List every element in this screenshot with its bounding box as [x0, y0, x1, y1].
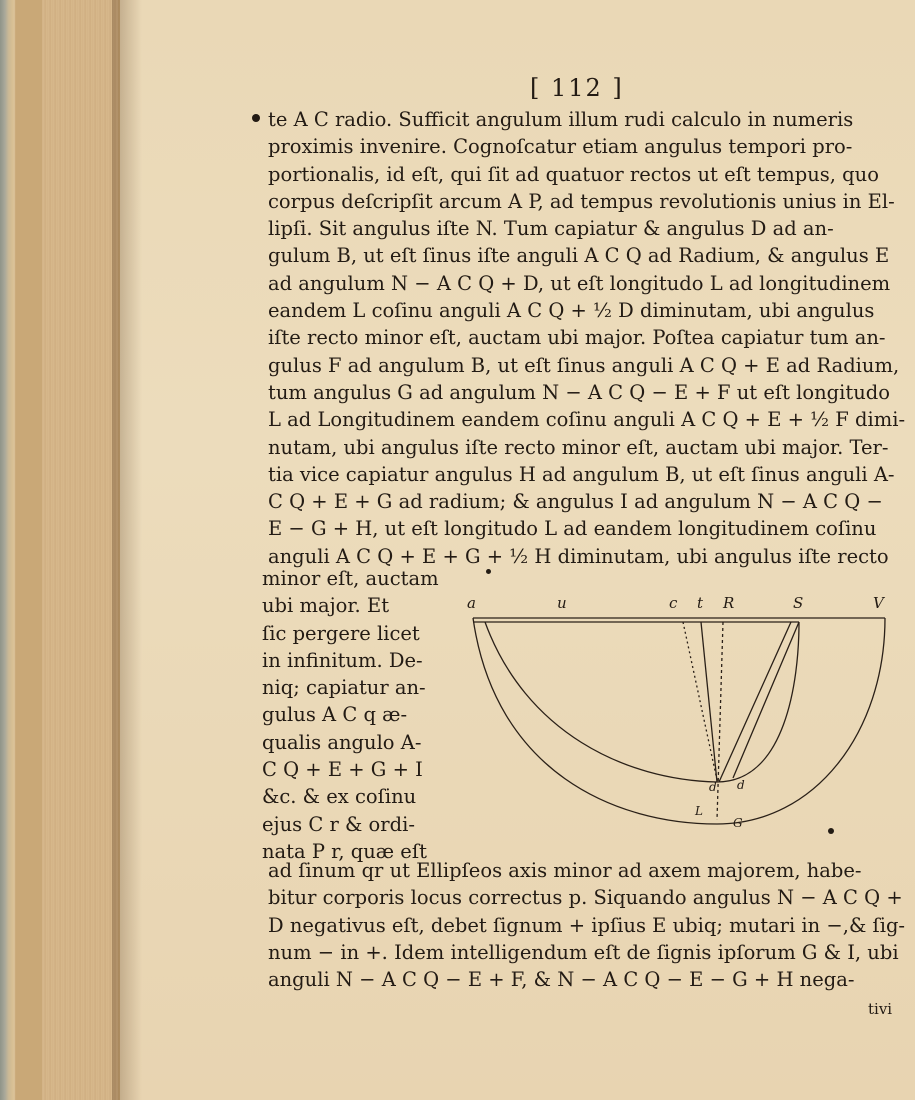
text-line: &c. & ex coſinu [262, 785, 417, 809]
figure-label: R [723, 594, 735, 612]
text-line: lipſi. Sit angulus iſte N. Tum capiatur & angulus D ad an- [268, 217, 834, 241]
text-line: in infinitum. De- [262, 648, 423, 672]
text-line: niq; capiatur an- [262, 676, 426, 700]
gutter-shadow [112, 0, 142, 1100]
text-line: corpus deſcripſit arcum A P, ad tempus revolutionis unius in El- [268, 189, 895, 213]
page-number: [ 112 ] [530, 74, 624, 102]
ordinate-line [717, 622, 723, 820]
margin-bullet-mark [252, 114, 260, 122]
figure-label: L [695, 804, 703, 818]
text-line: proximis invenire. Cognoſcatur etiam angulus tempori pro- [268, 135, 853, 159]
text-line: minor eſt, auctam [262, 567, 439, 590]
ink-dot [486, 569, 491, 574]
focal-line-2 [719, 622, 791, 782]
text-line: eandem L coſinu anguli A C Q + ½ D diminutam, ubi angulus [268, 299, 875, 323]
text-line: gulus F ad angulum B, ut eſt ſinus anguli A C Q + E ad Radium, [268, 353, 900, 377]
figure-label: u [557, 594, 567, 612]
outer-ellipse-curve [473, 618, 885, 824]
figure-label: S [793, 594, 804, 612]
text-line: L ad Longitudinem eandem coſinu anguli A C Q + E + ½ F dimi- [268, 408, 906, 432]
figure-label: c [669, 594, 678, 612]
text-line: portionalis, id eſt, qui ſit ad quatuor rectos ut eſt tempus, quo [268, 162, 879, 186]
text-line: nata P r, quæ eſt [262, 839, 427, 863]
text-line: num − in +. Idem intelligendum eſt de ſignis ipſorum G & I, ubi [268, 940, 899, 964]
text-line: ubi major. Et [262, 594, 390, 618]
figure-label: V [873, 594, 884, 612]
radius-line-2 [701, 622, 717, 782]
text-line: gulus A C q æ- [262, 703, 408, 727]
text-line: ad ſinum qr ut Ellipſeos axis minor ad axem majorem, habe- [268, 859, 862, 882]
text-line: gulum B, ut eſt ſinus iſte anguli A C Q ad Radium, & angulus E [268, 244, 890, 268]
radius-line [683, 622, 717, 780]
figure-label: G [733, 816, 743, 830]
figure-label: t [697, 594, 704, 612]
text-line: ad angulum N − A C Q + D, ut eſt longitudo L ad longitudinem [268, 271, 891, 295]
text-line: ejus C r & ordi- [262, 812, 415, 836]
text-line: anguli N − A C Q − E + F, & N − A C Q − E − G + H nega- [268, 968, 855, 992]
ellipse-diagram-svg [455, 592, 905, 842]
figure-label: d [737, 778, 745, 792]
inner-ellipse-curve [485, 622, 799, 782]
focal-line [733, 622, 799, 778]
text-line: bitur corporis locus correctus p. Siquando angulus N − A C Q + [268, 886, 903, 910]
catchword: tivi [868, 1000, 893, 1018]
text-line: C Q + E + G + I [262, 758, 423, 782]
text-line: iſte recto minor eſt, auctam ubi major. Poſtea capiatur tum an- [268, 326, 886, 350]
page-edges [42, 0, 118, 1100]
ink-dot [828, 828, 834, 834]
main-text-block [268, 106, 906, 570]
text-line: tia vice capiatur angulus H ad angulum B, ut eſt ſinus anguli A- [268, 462, 895, 486]
figure-label: a [467, 594, 476, 612]
ellipse-diagram [455, 592, 905, 842]
text-line: D negativus eſt, debet ſignum + ipſius E ubiq; mutari in −,& ſig- [268, 913, 906, 937]
text-line: tum angulus G ad angulum N − A C Q − E + F ut eſt longitudo [268, 380, 890, 404]
side-text-block [262, 565, 440, 865]
text-line: ſic pergere licet [262, 621, 420, 645]
text-line: qualis angulo A- [262, 730, 422, 754]
text-line: E − G + H, ut eſt longitudo L ad eandem longitudinem coſinu [268, 517, 877, 541]
figure-label: d [709, 780, 717, 794]
bottom-text-block [268, 857, 906, 993]
text-line: C Q + E + G ad radium; & angulus I ad angulum N − A C Q − [268, 490, 883, 514]
text-line: nutam, ubi angulus iſte recto minor eſt, auctam ubi major. Ter- [268, 435, 889, 459]
text-line: te A C radio. Sufficit angulum illum rudi calculo in numeris [268, 108, 854, 131]
text-line: anguli A C Q + E + G + ½ H diminutam, ubi angulus iſte recto [268, 544, 889, 568]
